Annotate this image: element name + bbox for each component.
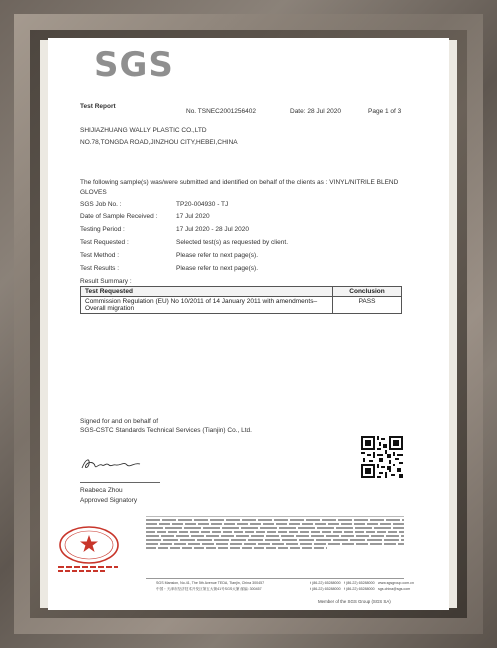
terms-fine-print-block [146,516,404,549]
intro-text-line2: GLOVES [80,189,107,196]
applicant-name: SHIJIAZHUANG WALLY PLASTIC CO.,LTD [80,127,207,134]
sgs-logo: SGS [94,45,174,85]
footer-rule [146,578,404,579]
footer-web-1: www.sgsgroup.com.cn [378,581,414,585]
report-title: Test Report [80,103,116,110]
seal-caption-lines [58,566,128,572]
field-label: Test Results : [80,265,120,272]
field-label: Testing Period : [80,226,125,233]
page-number: Page 1 of 3 [368,108,402,115]
footer-web-2: sgs.china@sgs.com [378,587,411,591]
qr-code-icon [361,436,403,478]
field-value: 17 Jul 2020 - 28 Jul 2020 [176,226,249,233]
signed-for-text: Signed for and on behalf of [80,418,159,425]
footer-fax-1: f (86-22) 65288000 [344,581,375,585]
test-name-line2: Overall migration [85,305,135,312]
intro-text-line1: The following sample(s) was/were submitted and identified on behalf of the clients as : VINYL/NITRILE BLEND [80,179,399,186]
footer-address-en: SGS Mansion, No.41, The 5th Avenue TEDA, Tianjin, China 300457 [156,581,265,585]
certificate-page [48,38,449,610]
table-cell-conclusion: PASS [333,297,402,314]
result-summary-label: Result Summary : [80,278,132,285]
field-label: SGS Job No. : [80,201,122,208]
report-number: No. TSNEC2001256402 [186,108,256,115]
footer-phone-1: t (86-22) 65288000 [310,581,341,585]
field-value: 17 Jul 2020 [176,213,210,220]
company-seal-stamp-icon [58,525,120,565]
column-header-test: Test Requested [81,287,333,297]
report-date: Date: 28 Jul 2020 [290,108,341,115]
signatory-role: Approved Signatory [80,497,138,504]
company-name-text: SGS-CSTC Standards Technical Services (Tianjin) Co., Ltd. [80,427,252,434]
footer-phone-2: t (86-22) 65288000 [310,587,341,591]
signature-icon [80,456,142,472]
field-value: Please refer to next page(s). [176,252,259,259]
footer-fax-2: f (86-22) 65288000 [344,587,375,591]
table-row [81,297,402,314]
signature-line [80,482,160,483]
field-value: Selected test(s) as requested by client. [176,239,289,246]
test-name-line1: Commission Regulation (EU) No 10/2011 of 14 January 2011 with amendments– [85,298,318,305]
result-summary-table [80,286,402,314]
table-cell-test [81,297,333,314]
signatory-name: Reabeca Zhou [80,487,123,494]
field-label: Test Requested : [80,239,129,246]
footer-member-text: Member of the SGS Group (SGS SA) [318,599,391,604]
column-header-conclusion: Conclusion [333,287,402,297]
field-value: TP20-004930 - TJ [176,201,229,208]
footer-address-cn: 中国・天津市经济技术开发区第五大街41号SGS大厦 邮编: 300457 [156,587,262,591]
field-value: Please refer to next page(s). [176,265,259,272]
table-header-row [81,287,402,297]
applicant-address: NO.78,TONGDA ROAD,JINZHOU CITY,HEBEI,CHINA [80,139,238,146]
field-label: Date of Sample Received : [80,213,158,220]
field-label: Test Method : [80,252,120,259]
